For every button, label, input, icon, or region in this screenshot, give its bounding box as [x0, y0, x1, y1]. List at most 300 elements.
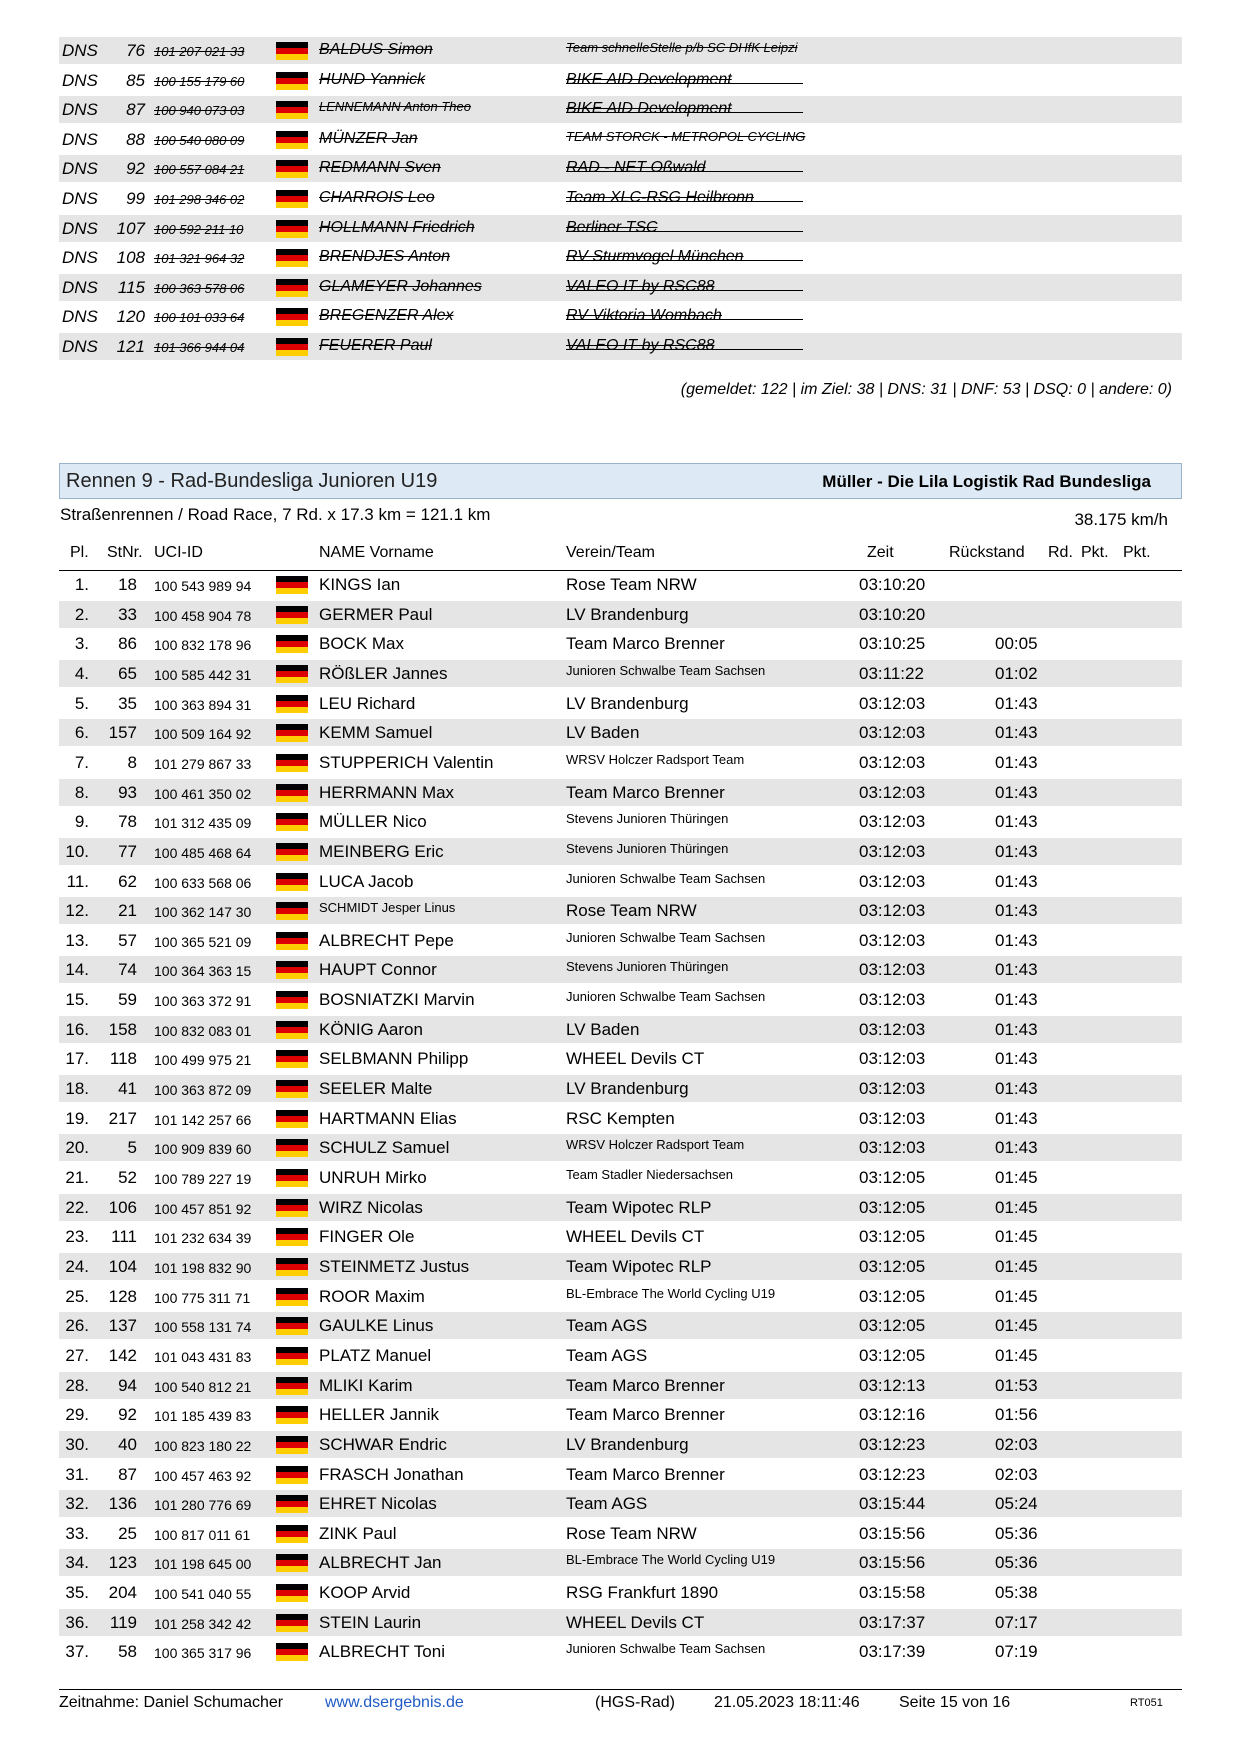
team: Junioren Schwalbe Team Sachsen: [566, 1641, 766, 1657]
team: Team AGS: [566, 1345, 648, 1365]
start-number: 62: [118, 871, 137, 891]
start-number: 104: [108, 1256, 137, 1276]
time-gap: 01:45: [995, 1345, 1038, 1365]
place: 21.: [65, 1168, 89, 1187]
rider-name: HARTMANN Elias: [319, 1108, 457, 1128]
team: Team Wipotec RLP: [566, 1256, 712, 1276]
team: Team Wipotec RLP: [566, 1197, 712, 1217]
time-gap: 01:45: [995, 1316, 1038, 1336]
germany-flag-icon: [276, 724, 308, 742]
germany-flag-icon: [276, 279, 308, 297]
result-row: [59, 1549, 1182, 1576]
finish-time: 03:12:03: [859, 693, 926, 713]
time-gap: 01:43: [995, 930, 1038, 950]
germany-flag-icon: [276, 160, 308, 178]
start-number: 5: [127, 1138, 137, 1158]
uci-id: 101 258 342 42: [154, 1615, 252, 1632]
dns-team: Berliner TSC: [566, 218, 658, 236]
start-number: 40: [118, 1434, 137, 1454]
uci-id: 100 362 147 30: [154, 904, 252, 921]
dns-rider-name: HUND Yannick: [319, 70, 426, 88]
place: 19.: [65, 1108, 89, 1128]
finish-time: 03:12:23: [859, 1434, 926, 1454]
time-gap: 02:03: [995, 1434, 1038, 1454]
col-header-place: Pl.: [70, 544, 89, 561]
dns-row: [59, 274, 1182, 301]
rider-name: FRASCH Jonathan: [319, 1464, 464, 1484]
team: Junioren Schwalbe Team Sachsen: [566, 989, 766, 1005]
dns-status: DNS: [62, 159, 98, 179]
time-gap: 00:05: [995, 634, 1038, 654]
result-row: [59, 660, 1182, 687]
start-number: 77: [118, 841, 137, 861]
time-gap: 01:02: [995, 663, 1038, 683]
uci-id: 100 558 131 74: [154, 1319, 252, 1336]
dns-rider-name: BRENDJES Anton: [319, 248, 451, 266]
result-row: [59, 1342, 1182, 1369]
start-number: 217: [108, 1108, 137, 1128]
rider-name: STEINMETZ Justus: [319, 1256, 470, 1276]
result-row: [59, 719, 1182, 746]
team: LV Brandenburg: [566, 1079, 689, 1099]
time-gap: 01:43: [995, 960, 1038, 980]
dns-row: [59, 333, 1182, 360]
team: WHEEL Devils CT: [566, 1227, 705, 1247]
time-gap: 05:36: [995, 1553, 1038, 1573]
finish-time: 03:12:05: [859, 1197, 926, 1217]
dns-rider-name: FEUERER Paul: [319, 337, 432, 354]
finish-time: 03:12:05: [859, 1316, 926, 1336]
uci-id: 100 817 011 61: [154, 1526, 251, 1543]
finish-time: 03:12:05: [859, 1227, 926, 1247]
result-row: [59, 986, 1182, 1013]
place: 27.: [65, 1345, 89, 1365]
germany-flag-icon: [276, 932, 308, 950]
rider-name: GERMER Paul: [319, 604, 433, 624]
footer-website-link[interactable]: www.dsergebnis.de: [325, 1694, 464, 1711]
result-row: [59, 1401, 1182, 1428]
germany-flag-icon: [276, 101, 308, 119]
uci-id: 100 365 317 96: [154, 1645, 252, 1662]
time-gap: 01:43: [995, 1138, 1038, 1158]
finish-time: 03:12:03: [859, 901, 926, 921]
dns-rider-name: HOLLMANN Friedrich: [319, 218, 475, 236]
footer-code: RT051: [1130, 1697, 1163, 1709]
col-header-start-number: StNr.: [107, 544, 143, 561]
place: 32.: [65, 1494, 89, 1514]
time-gap: 01:45: [995, 1256, 1038, 1276]
dns-start-number: 85: [126, 70, 145, 90]
finish-time: 03:12:03: [859, 812, 926, 832]
germany-flag-icon: [276, 991, 308, 1009]
time-gap: 05:38: [995, 1583, 1038, 1603]
germany-flag-icon: [276, 72, 308, 90]
start-number: 58: [118, 1642, 137, 1662]
germany-flag-icon: [276, 784, 308, 802]
finish-time: 03:12:05: [859, 1168, 926, 1187]
place: 9.: [74, 812, 89, 832]
start-number: 93: [118, 782, 137, 802]
time-gap: 01:45: [995, 1197, 1038, 1217]
place: 20.: [65, 1138, 89, 1158]
dns-status: DNS: [62, 307, 98, 327]
uci-id: 100 633 568 06: [154, 874, 252, 891]
result-row: [59, 630, 1182, 657]
dns-start-number: 115: [117, 277, 145, 297]
finish-time: 03:12:23: [859, 1464, 926, 1484]
result-row: [59, 1638, 1182, 1665]
uci-id: 100 832 178 96: [154, 637, 252, 654]
germany-flag-icon: [276, 813, 308, 831]
uci-id: 100 541 040 55: [154, 1586, 252, 1603]
place: 5.: [74, 693, 89, 713]
uci-id: 101 280 776 69: [154, 1497, 252, 1514]
uci-id: 101 043 431 83: [154, 1348, 252, 1365]
dns-team: VALEO IT by RSC88: [566, 277, 715, 295]
time-gap: 01:43: [995, 752, 1038, 772]
uci-id: 100 461 350 02: [154, 785, 252, 802]
time-gap: 07:17: [995, 1612, 1038, 1632]
result-row: [59, 1312, 1182, 1339]
uci-id: 100 499 975 21: [154, 1052, 252, 1069]
strike-line: [566, 112, 803, 113]
finish-time: 03:15:56: [859, 1523, 926, 1543]
dns-uci-id: 100 940 073 03: [154, 103, 245, 119]
time-gap: 01:43: [995, 782, 1038, 802]
dns-row: [59, 126, 1182, 153]
rider-name: HERRMANN Max: [319, 782, 455, 802]
team: Stevens Junioren Thüringen: [566, 811, 729, 827]
uci-id: 100 775 311 71: [154, 1289, 251, 1306]
dns-row: [59, 96, 1182, 123]
rider-name: SCHMIDT Jesper Linus: [319, 900, 456, 916]
team: LV Baden: [566, 1019, 640, 1039]
start-number: 41: [118, 1079, 137, 1099]
team: Junioren Schwalbe Team Sachsen: [566, 929, 766, 945]
dns-team: RAD - NET Oßwald: [566, 159, 706, 177]
rider-name: PLATZ Manuel: [319, 1345, 432, 1365]
result-row: [59, 927, 1182, 954]
start-number: 87: [118, 1464, 137, 1484]
uci-id: 100 457 463 92: [154, 1467, 252, 1484]
finish-time: 03:10:25: [859, 634, 926, 654]
finish-time: 03:17:39: [859, 1642, 926, 1662]
time-gap: 01:43: [995, 723, 1038, 743]
finish-time: 03:12:05: [859, 1286, 926, 1306]
start-number: 137: [108, 1316, 137, 1336]
start-number: 157: [108, 723, 137, 743]
place: 14.: [65, 960, 89, 980]
rider-name: SCHWAR Endric: [319, 1434, 447, 1454]
result-row: [59, 690, 1182, 717]
team: Junioren Schwalbe Team Sachsen: [566, 662, 766, 678]
germany-flag-icon: [276, 42, 308, 60]
dns-status: DNS: [62, 70, 98, 90]
rider-name: HAUPT Connor: [319, 960, 437, 980]
rider-name: MÜLLER Nico: [319, 812, 427, 832]
place: 8.: [74, 782, 89, 802]
dns-uci-id: 101 321 964 32: [154, 251, 245, 267]
dns-row: [59, 244, 1182, 271]
rider-name: WIRZ Nicolas: [319, 1197, 423, 1217]
dns-status: DNS: [62, 277, 98, 297]
race-average-speed: 38.175 km/h: [1074, 510, 1168, 529]
uci-id: 100 365 521 09: [154, 933, 252, 950]
result-row: [59, 1134, 1182, 1161]
germany-flag-icon: [276, 873, 308, 891]
dns-uci-id: 100 101 033 64: [154, 310, 245, 326]
dns-status: DNS: [62, 129, 98, 149]
start-number: 142: [108, 1345, 137, 1365]
result-row: [59, 1075, 1182, 1102]
place: 11.: [66, 871, 89, 891]
rider-name: EHRET Nicolas: [319, 1494, 437, 1514]
strike-line: [566, 201, 803, 202]
time-gap: 01:45: [995, 1286, 1038, 1306]
germany-flag-icon: [276, 1436, 308, 1454]
team: WRSV Holczer Radsport Team: [566, 1137, 745, 1153]
rider-name: ALBRECHT Pepe: [319, 930, 454, 950]
dns-uci-id: 101 366 944 04: [154, 340, 245, 355]
dns-status: DNS: [62, 218, 98, 238]
start-number: 94: [118, 1375, 137, 1395]
uci-id: 100 509 164 92: [154, 726, 252, 743]
strike-line: [566, 349, 803, 350]
rider-name: ALBRECHT Jan: [319, 1553, 442, 1573]
uci-id: 100 832 083 01: [154, 1022, 252, 1039]
germany-flag-icon: [276, 1288, 308, 1306]
dns-rider-name: CHARROIS Leo: [319, 189, 435, 206]
dns-uci-id: 100 155 179 60: [154, 73, 245, 89]
finish-time: 03:15:56: [859, 1553, 926, 1573]
dns-rider-name: BALDUS Simon: [319, 41, 433, 58]
germany-flag-icon: [276, 190, 308, 208]
dns-row: [59, 67, 1182, 94]
uci-id: 100 457 851 92: [154, 1200, 252, 1217]
germany-flag-icon: [276, 1466, 308, 1484]
team: Team Marco Brenner: [566, 1375, 725, 1395]
start-number: 33: [118, 604, 137, 624]
dns-status: DNS: [62, 189, 98, 208]
place: 29.: [65, 1405, 89, 1425]
dns-row: [59, 155, 1182, 182]
finish-time: 03:15:58: [859, 1583, 926, 1603]
dns-team: Team XLC-RSG Heilbronn: [566, 189, 754, 206]
germany-flag-icon: [276, 1643, 308, 1661]
finish-time: 03:12:03: [859, 960, 926, 980]
place: 37.: [65, 1642, 89, 1662]
finish-time: 03:12:03: [859, 841, 926, 861]
germany-flag-icon: [276, 961, 308, 979]
place: 24.: [65, 1256, 89, 1276]
place: 36.: [65, 1612, 89, 1632]
col-header-team: Verein/Team: [566, 544, 655, 561]
team: WHEEL Devils CT: [566, 1612, 705, 1632]
uci-id: 100 363 372 91: [154, 993, 252, 1010]
germany-flag-icon: [276, 1199, 308, 1217]
start-number: 204: [108, 1583, 137, 1603]
start-number: 136: [108, 1494, 137, 1514]
uci-id: 100 363 894 31: [154, 696, 252, 713]
germany-flag-icon: [276, 665, 308, 683]
uci-id: 100 540 812 21: [154, 1378, 252, 1395]
strike-line: [566, 231, 803, 232]
start-number: 8: [127, 752, 137, 772]
team: Rose Team NRW: [566, 575, 697, 594]
result-row: [59, 808, 1182, 835]
germany-flag-icon: [276, 1139, 308, 1157]
dns-uci-id: 100 540 080 09: [154, 132, 245, 148]
team: Junioren Schwalbe Team Sachsen: [566, 870, 766, 886]
dns-start-number: 108: [116, 248, 145, 268]
place: 2.: [74, 604, 89, 624]
place: 34.: [65, 1553, 89, 1573]
time-gap: 01:43: [995, 901, 1038, 921]
rider-name: SELBMANN Philipp: [319, 1049, 469, 1069]
start-number: 21: [118, 901, 137, 921]
team: Team Marco Brenner: [566, 782, 725, 802]
finish-time: 03:12:16: [859, 1405, 926, 1425]
dns-start-number: 87: [126, 100, 145, 120]
finish-time: 03:12:03: [859, 1049, 926, 1069]
col-header-rounds: Rd.: [1048, 544, 1073, 561]
rider-name: UNRUH Mirko: [319, 1168, 427, 1187]
germany-flag-icon: [276, 695, 308, 713]
rider-name: ALBRECHT Toni: [319, 1642, 445, 1662]
time-gap: 01:43: [995, 1019, 1038, 1039]
team: RSG Frankfurt 1890: [566, 1583, 719, 1603]
germany-flag-icon: [276, 1614, 308, 1632]
start-number: 52: [118, 1168, 137, 1187]
germany-flag-icon: [276, 902, 308, 920]
start-number: 25: [118, 1523, 137, 1543]
dns-status: DNS: [62, 337, 98, 356]
uci-id: 100 364 363 15: [154, 963, 252, 980]
team: Team Marco Brenner: [566, 634, 725, 654]
germany-flag-icon: [276, 843, 308, 861]
uci-id: 100 823 180 22: [154, 1437, 252, 1454]
place: 28.: [65, 1375, 89, 1395]
footer-software: (HGS-Rad): [595, 1694, 676, 1711]
uci-id: 101 232 634 39: [154, 1230, 252, 1247]
col-header-time: Zeit: [867, 544, 894, 561]
result-row: [59, 1520, 1182, 1547]
start-number: 106: [108, 1197, 137, 1217]
race-header: [59, 463, 1182, 499]
footer-timing: Zeitnahme: Daniel Schumacher: [59, 1694, 284, 1711]
rider-name: GAULKE Linus: [319, 1316, 434, 1336]
rider-name: SEELER Malte: [319, 1079, 433, 1099]
uci-id: 101 142 257 66: [154, 1111, 252, 1128]
germany-flag-icon: [276, 249, 308, 267]
time-gap: 01:45: [995, 1227, 1038, 1247]
strike-line: [566, 290, 803, 291]
rider-name: FINGER Ole: [319, 1227, 415, 1247]
result-row: [59, 1579, 1182, 1606]
footer-datetime: 21.05.2023 18:11:46: [714, 1694, 860, 1711]
dns-uci-id: 100 363 578 06: [154, 280, 245, 296]
team: LV Brandenburg: [566, 1434, 689, 1454]
time-gap: 02:03: [995, 1464, 1038, 1484]
result-row: [59, 1164, 1182, 1191]
footer-divider: [59, 1689, 1182, 1690]
place: 6.: [74, 723, 89, 743]
rider-name: MEINBERG Eric: [319, 841, 444, 861]
time-gap: 01:43: [995, 871, 1038, 891]
place: 30.: [65, 1434, 89, 1454]
team: Team Marco Brenner: [566, 1464, 725, 1484]
start-number: 92: [118, 1405, 137, 1425]
germany-flag-icon: [276, 131, 308, 149]
germany-flag-icon: [276, 1258, 308, 1276]
germany-flag-icon: [276, 635, 308, 653]
dns-rider-name: BREGENZER Alex: [319, 307, 454, 325]
result-row: [59, 1223, 1182, 1250]
start-number: 119: [109, 1612, 137, 1632]
team: Rose Team NRW: [566, 901, 697, 921]
result-row: [59, 1490, 1182, 1517]
col-header-points-1: Pkt.: [1081, 544, 1109, 561]
team: WHEEL Devils CT: [566, 1049, 705, 1069]
uci-id: 100 585 442 31: [154, 666, 252, 683]
start-number: 59: [118, 990, 137, 1010]
place: 10.: [65, 841, 89, 861]
dns-team: TEAM STORCK - METROPOL CYCLING: [566, 128, 806, 144]
start-number: 35: [118, 693, 137, 713]
race-sponsor: Müller - Die Lila Logistik Rad Bundesliga: [822, 472, 1151, 491]
uci-id: 100 363 872 09: [154, 1082, 252, 1099]
result-row: [59, 1461, 1182, 1488]
result-row: [59, 1283, 1182, 1310]
result-row: [59, 601, 1182, 628]
footer-page-number: Seite 15 von 16: [899, 1694, 1011, 1711]
start-number: 123: [108, 1553, 137, 1573]
col-header-gap: Rückstand: [949, 544, 1025, 561]
place: 18.: [65, 1079, 89, 1099]
uci-id: 100 543 989 94: [154, 578, 252, 594]
rider-name: BOCK Max: [319, 634, 405, 654]
dns-start-number: 76: [126, 41, 145, 60]
place: 35.: [65, 1583, 89, 1603]
finish-time: 03:10:20: [859, 604, 926, 624]
finish-time: 03:12:03: [859, 752, 926, 772]
dns-team: RV Sturmvogel München: [566, 248, 744, 266]
rider-name: STUPPERICH Valentin: [319, 752, 494, 772]
rider-name: RÖßLER Jannes: [319, 663, 448, 683]
dns-start-number: 120: [116, 307, 145, 327]
finish-time: 03:12:03: [859, 1079, 926, 1099]
team: RSC Kempten: [566, 1108, 675, 1128]
germany-flag-icon: [276, 1525, 308, 1543]
dns-start-number: 92: [126, 159, 145, 179]
uci-id: 101 198 832 90: [154, 1259, 252, 1276]
result-row: [59, 749, 1182, 776]
start-number: 118: [109, 1049, 137, 1069]
dns-row: [59, 37, 1182, 64]
dns-start-number: 99: [126, 189, 145, 208]
finish-time: 03:12:03: [859, 782, 926, 802]
start-number: 74: [118, 960, 137, 980]
germany-flag-icon: [276, 1495, 308, 1513]
dns-rider-name: GLAMEYER Johannes: [319, 277, 482, 295]
rider-name: KÖNIG Aaron: [319, 1019, 423, 1039]
time-gap: 05:24: [995, 1494, 1038, 1514]
uci-id: 101 279 867 33: [154, 755, 252, 772]
team: Team AGS: [566, 1494, 648, 1514]
dns-uci-id: 101 298 346 02: [154, 192, 245, 207]
germany-flag-icon: [276, 1080, 308, 1098]
germany-flag-icon: [276, 1021, 308, 1039]
